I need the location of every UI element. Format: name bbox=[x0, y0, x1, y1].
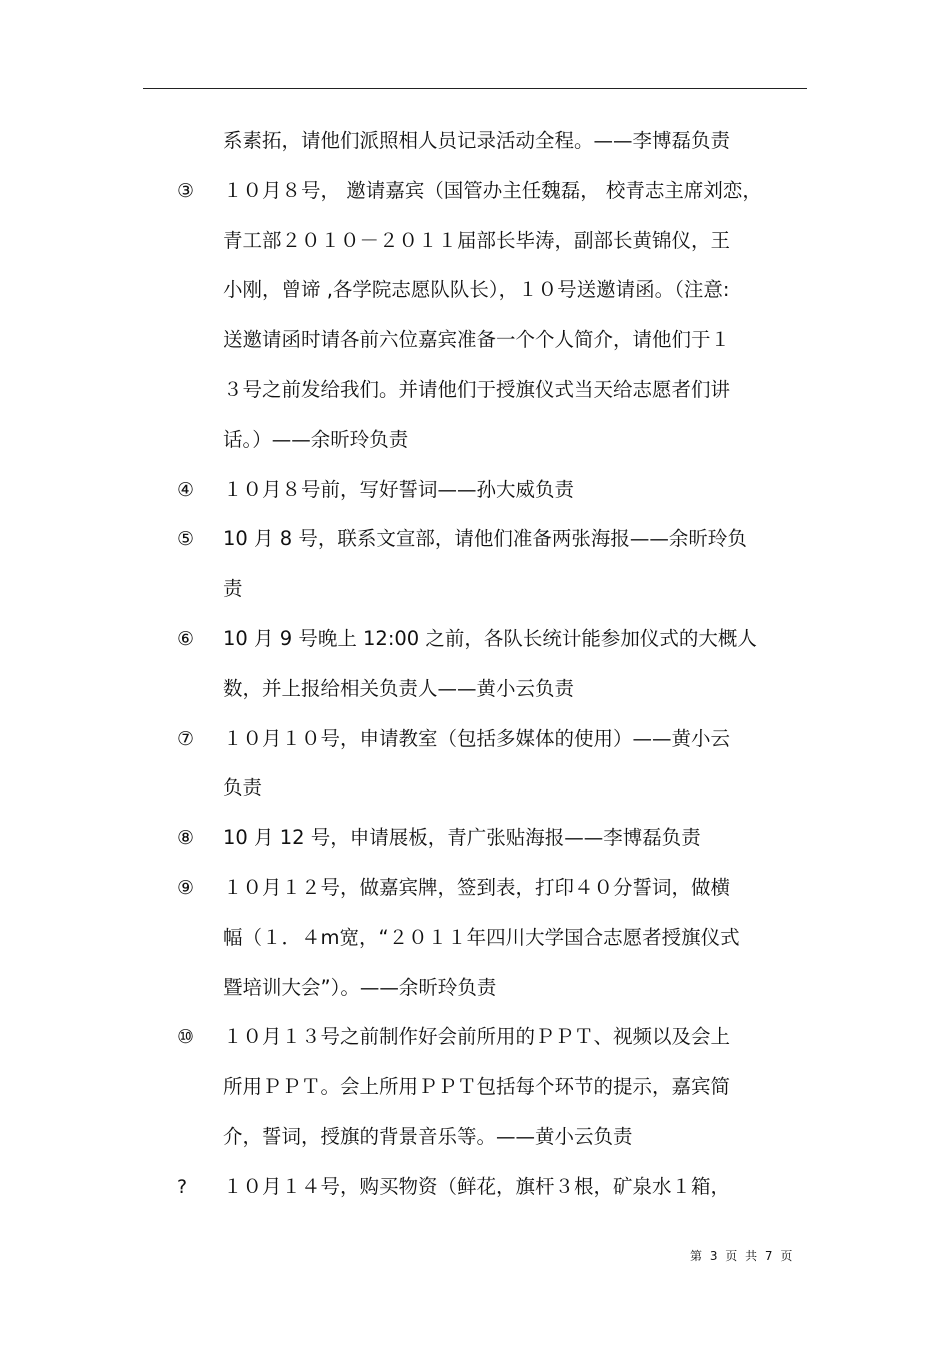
header-rule bbox=[143, 88, 807, 89]
list-marker: ⑥ bbox=[177, 628, 195, 650]
paragraph-line: 送邀请函时请各前六位嘉宾准备一个个人简介，请他们于１ bbox=[223, 328, 731, 351]
paragraph-line: 责 bbox=[223, 577, 243, 600]
paragraph-line: 幅（１．４m宽，“２０１１年四川大学国合志愿者授旗仪式 bbox=[223, 926, 740, 949]
paragraph-line: 暨培训大会”）。——余昕玲负责 bbox=[223, 976, 497, 999]
paragraph-line: 10 月 12 号，申请展板，青广张贴海报——李博磊负责 bbox=[223, 826, 701, 849]
paragraph-line: 介，誓词，授旗的背景音乐等。——黄小云负责 bbox=[223, 1125, 633, 1148]
paragraph-line: １０月８号， 邀请嘉宾（国管办主任魏磊， 校青志主席刘恋， bbox=[223, 179, 762, 202]
list-marker: ③ bbox=[177, 180, 195, 202]
paragraph-line: 系素拓，请他们派照相人员记录活动全程。——李博磊负责 bbox=[223, 129, 731, 152]
paragraph-line: 负责 bbox=[223, 776, 263, 799]
paragraph-line: １０月１０号，申请教室（包括多媒体的使用）——黄小云 bbox=[223, 727, 731, 750]
list-marker: ⑩ bbox=[177, 1026, 195, 1048]
list-marker: ? bbox=[177, 1176, 188, 1198]
list-marker: ⑤ bbox=[177, 528, 195, 550]
paragraph-line: 话。）——余昕玲负责 bbox=[223, 428, 409, 451]
paragraph-line: １０月１４号，购买物资（鲜花，旗杆３根，矿泉水１箱， bbox=[223, 1175, 731, 1198]
list-marker: ⑧ bbox=[177, 827, 195, 849]
list-marker: ④ bbox=[177, 479, 195, 501]
page-footer: 第 3 页 共 7 页 bbox=[690, 1249, 795, 1263]
paragraph-line: 数，并上报给相关负责人——黄小云负责 bbox=[223, 677, 575, 700]
paragraph-line: 青工部２０１０－２０１１届部长毕涛，副部长黄锦仪，王 bbox=[223, 229, 731, 252]
paragraph-line: 所用ＰＰＴ。会上所用ＰＰＴ包括每个环节的提示，嘉宾简 bbox=[223, 1075, 731, 1098]
list-marker: ⑨ bbox=[177, 877, 195, 899]
paragraph-line: 10 月 8 号，联系文宣部，请他们准备两张海报——余昕玲负 bbox=[223, 527, 747, 550]
paragraph-line: 小刚，曾谛 ,各学院志愿队队长），１０号送邀请函。（注意: bbox=[223, 278, 730, 301]
list-marker: ⑦ bbox=[177, 728, 195, 750]
paragraph-line: ３号之前发给我们。并请他们于授旗仪式当天给志愿者们讲 bbox=[223, 378, 731, 401]
paragraph-line: １０月１２号，做嘉宾牌，签到表，打印４０分誓词，做横 bbox=[223, 876, 731, 899]
paragraph-line: １０月１３号之前制作好会前所用的ＰＰＴ、视频以及会上 bbox=[223, 1025, 731, 1048]
paragraph-line: 10 月 9 号晚上 12:00 之前，各队长统计能参加仪式的大概人 bbox=[223, 627, 757, 650]
paragraph-line: １０月８号前，写好誓词——孙大威负责 bbox=[223, 478, 575, 501]
